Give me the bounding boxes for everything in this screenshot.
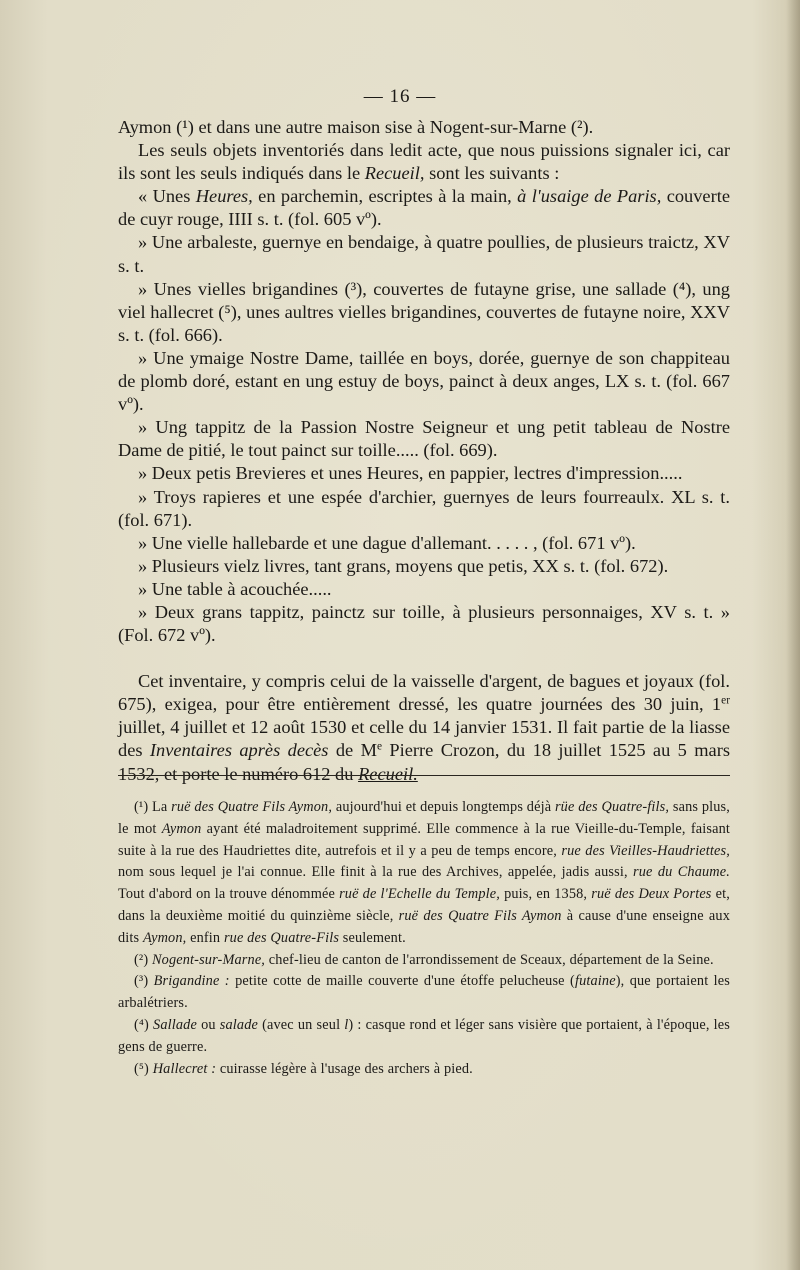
text-run: (³) xyxy=(134,973,154,990)
italic-run: Brigandine : xyxy=(153,973,230,990)
text-run: ) : casque rond et léger sans visière que portaient, à l'époque, les gens de guerre. xyxy=(118,1016,730,1055)
text-run: (²) xyxy=(134,951,152,968)
main-text xyxy=(118,116,730,786)
italic-run: à l'usaige de Paris, xyxy=(517,186,662,207)
italic-run: rue des Quatre-Fils xyxy=(223,929,340,946)
footnote-2 xyxy=(118,950,730,972)
footnote-1 xyxy=(118,797,730,950)
text-run: ou xyxy=(196,1016,220,1033)
inventory-item xyxy=(118,185,730,231)
inventory-item: » Une ymaige Nostre Dame, taillée en boys, dorée, guernye de son chappiteau de plomb doré, estant en ung estuy de boys, painct à deux anges, LX s. t. (fol. 667 vº). xyxy=(118,347,730,415)
italic-run: ruë des Quatre Fils Aymon xyxy=(398,907,562,924)
italic-run: Nogent-sur-Marne, xyxy=(151,951,266,968)
text-run: en parchemin, escriptes à la main, xyxy=(252,186,518,207)
italic-run: Recueil, xyxy=(364,163,425,184)
text-run: (⁴) xyxy=(134,1016,154,1033)
inventory-item: » Plusieurs vielz livres, tant grans, moyens que petis, XX s. t. (fol. 672). xyxy=(138,555,669,576)
italic-run: Hallecret : xyxy=(152,1060,217,1077)
text-run: sans plus, le mot xyxy=(118,799,730,837)
text-run: (¹) La xyxy=(134,799,172,815)
superscript: er xyxy=(721,694,730,707)
text-run: petite cotte de maille couverte d'une étoffe pelucheuse ( xyxy=(229,973,575,990)
text-run: cuirasse légère à l'usage des archers à pied. xyxy=(216,1060,473,1077)
page-number: — 16 — xyxy=(363,86,437,107)
italic-run: Aymon, xyxy=(142,929,187,946)
text-run: sont les suivants : xyxy=(424,163,560,184)
italic-run: rüe des Quatre-fils, xyxy=(554,799,670,815)
text-run: de M xyxy=(328,740,377,761)
italic-run: ruë des Quatre Fils Aymon, xyxy=(171,799,333,815)
inventory-item: » Deux petis Brevieres et unes Heures, en pappier, lectres d'impression..... xyxy=(138,463,683,484)
text-run: aujourd'hui et depuis longtemps déjà xyxy=(332,799,555,815)
footnote-5 xyxy=(118,1059,730,1081)
text-run: ), que portaient les arbalétriers. xyxy=(118,973,731,1012)
italic-run: rue des Vieilles-Haudriettes, xyxy=(561,842,730,859)
paragraph-continuation: Aymon (¹) et dans une autre maison sise à Nogent-sur-Marne (²). xyxy=(118,117,594,137)
footnote-3 xyxy=(118,971,730,1015)
text-run: ayant été maladroitement supprimé. Elle commence à la rue Vieille-du-Temple, faisant suite à la rue des Haudriettes dite, autrefois et il y a peu de temps encore, xyxy=(118,820,730,859)
italic-run: ruë de l'Echelle du Temple, xyxy=(339,886,500,903)
italic-run: Aymon xyxy=(161,820,202,837)
text-run: « Unes xyxy=(138,186,196,207)
footnotes xyxy=(118,797,730,1080)
inventory-item: » Une table à acouchée..... xyxy=(138,578,332,599)
italic-run: Heures, xyxy=(195,186,253,207)
text-run: puis, en 1358, xyxy=(499,886,592,903)
text-run: Tout d'abord on la trouve dénommée xyxy=(118,886,340,903)
text-run: et, dans la deuxième moitié du quinzième siècle, xyxy=(118,886,730,924)
text-run: Pierre Crozon, du 18 juillet 1525 au 5 mars 1532, et porte le numéro 612 du xyxy=(118,740,730,784)
italic-run: l xyxy=(344,1016,349,1033)
text-run: enfin xyxy=(186,929,224,946)
text-run: seulement. xyxy=(339,929,406,946)
text-run: Cet inventaire, y compris celui de la vaisselle d'argent, de bagues et joyaux (fol. 675), exigea, pour être entièrement dressé, les quatre journées des 30 juin, 1 xyxy=(118,671,730,715)
text-run: chef-lieu de canton de l'arrondissement de Sceaux, département de la Seine. xyxy=(265,951,714,968)
text-run: à cause d'une enseigne aux dits xyxy=(118,907,730,946)
italic-run: Recueil. xyxy=(358,763,418,784)
italic-run: Inventaires après decès xyxy=(149,740,329,761)
text-run: (avec un seul xyxy=(258,1016,345,1033)
inventory-item: » Deux grans tappitz, painctz sur toille, à plusieurs personnaiges, XV s. t. » (Fol. 672 vº). xyxy=(118,601,730,646)
inventory-item: » Unes vielles brigandines (³), couvertes de futayne grise, une sallade (⁴), ung viel hallecret (⁵), unes aultres vielles brigandines, couvertes de futayne noire, XXV s. t. (fol. 666). xyxy=(118,278,730,345)
paragraph-intro xyxy=(118,139,730,185)
italic-run: salade xyxy=(219,1016,258,1033)
page-edge-shadow xyxy=(786,0,800,1270)
text-run: nom sous lequel je l'ai connue. Elle finit à la rue des Archives, appelée, jadis aussi, xyxy=(118,864,634,881)
inventory-item: » Troys rapieres et une espée d'archier, guernyes de leurs fourreaulx. XL s. t. (fol. 671). xyxy=(118,486,730,530)
inventory-item: » Une arbaleste, guernye en bendaige, à quatre poullies, de plusieurs traictz, XV s. t. xyxy=(118,232,730,276)
inventory-item: » Ung tappitz de la Passion Nostre Seigneur et ung petit tableau de Nostre Dame de pitié, le tout painct sur toille..... (fol. 669). xyxy=(118,417,730,461)
text-run: juillet, 4 juillet et 12 août 1530 et celle du 14 janvier 1531. Il fait partie de la liasse des xyxy=(118,717,730,761)
italic-run: Sallade xyxy=(153,1016,197,1033)
text-run: Les seuls objets inventoriés dans ledit acte, que nous puissions signaler ici, car ils sont les seuls indiqués dans le xyxy=(118,140,730,184)
italic-run: rue du Chaume. xyxy=(633,864,730,881)
italic-run: futaine xyxy=(574,973,616,990)
footnote-divider xyxy=(118,775,730,776)
text-run: (⁵) xyxy=(134,1060,153,1077)
inventory-item: » Une vielle hallebarde et une dague d'allemant. . . . . , (fol. 671 vº). xyxy=(138,532,636,553)
footnote-4 xyxy=(118,1015,730,1059)
italic-run: ruë des Deux Portes xyxy=(591,886,712,903)
text-run: couverte de cuyr rouge, IIII s. t. (fol. 605 vº). xyxy=(118,186,730,230)
paragraph-conclusion xyxy=(118,670,730,785)
superscript: e xyxy=(376,741,383,754)
